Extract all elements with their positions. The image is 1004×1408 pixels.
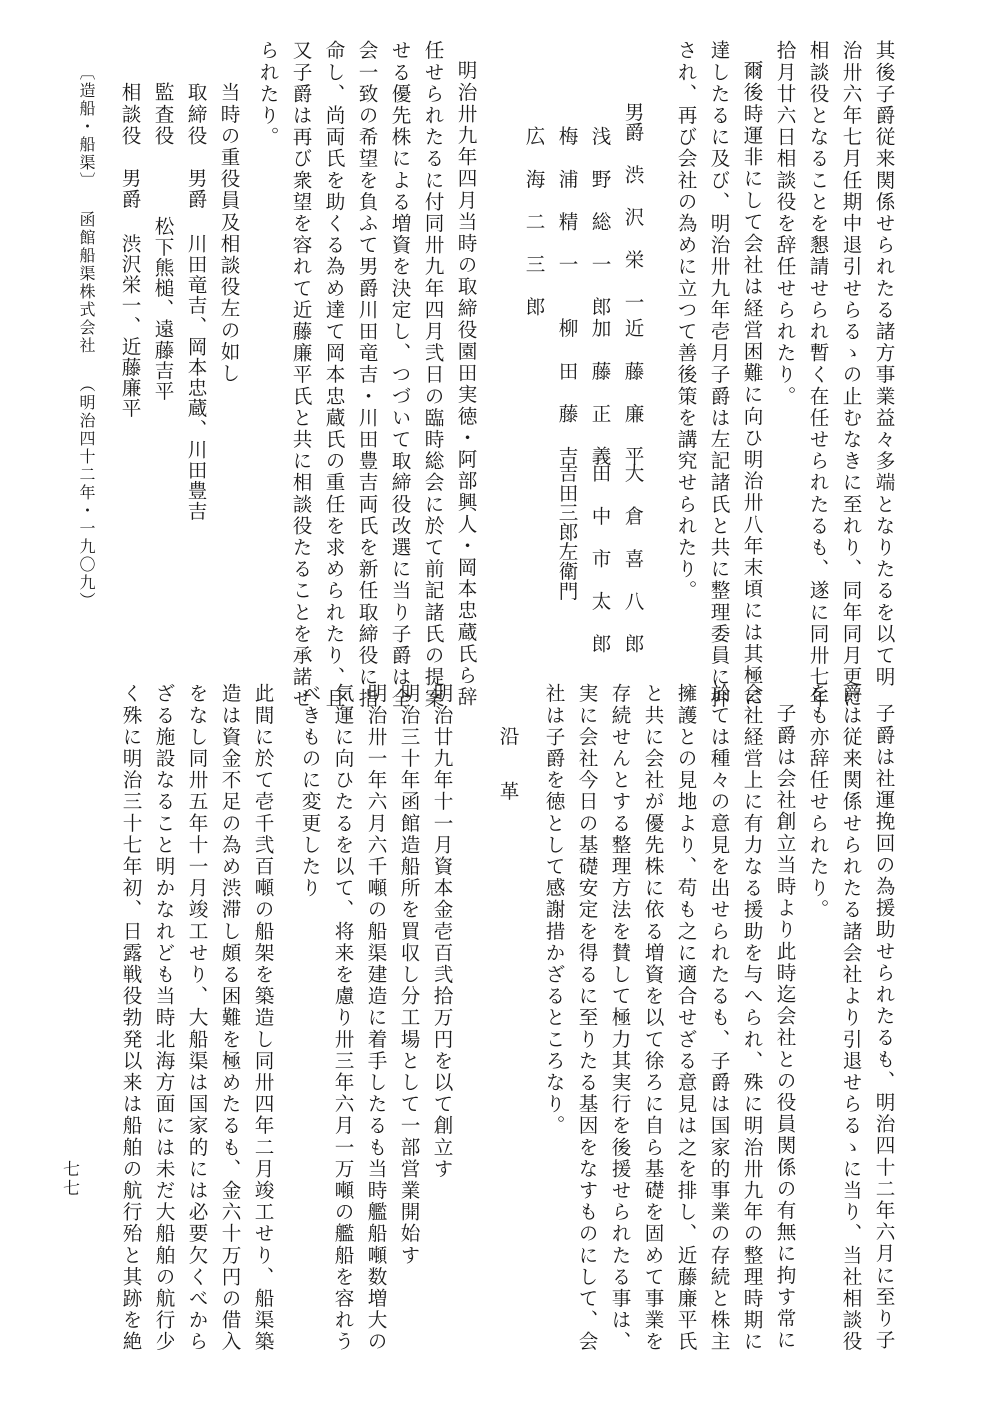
text-column: 気運に向ひたるを以て、将来を慮り卅三年六月一万噸の艦船を容れう bbox=[331, 683, 354, 1353]
text-column: と共に会社が優先株に依る増資を以て徐ろに自ら基礎を固めて事業を bbox=[641, 683, 664, 1353]
text-column: 此間に於て壱千弐百噸の船架を築造し同卅四年二月竣工せり、船渠築 bbox=[251, 683, 274, 1353]
text-column: べきものに変更したり bbox=[298, 683, 321, 899]
committee-name: 大 倉 喜 八 郎 bbox=[621, 463, 644, 653]
text-column: 子爵は社運挽回の為援助せられたるも、明治四十二年六月に至り子 bbox=[872, 703, 895, 1351]
text-column: をも亦辞任せられたり。 bbox=[806, 683, 829, 921]
text-column: 達したるに及び、明治卅九年壱月子爵は左記諸氏と共に整理委員に押 bbox=[707, 40, 730, 710]
text-column: をなし同卅五年十一月竣工せり、大船渠は国家的には必要欠くべから bbox=[185, 683, 208, 1353]
text-column: 爾後時運非にして会社は経営困難に向ひ明治卅八年末頃には其極に bbox=[740, 60, 763, 708]
text-column: 会社経営上に有力なる援助を与へられ、殊に明治卅九年の整理時期に bbox=[740, 683, 763, 1353]
text-column: 造は資金不足の為め渋滞し頗る困難を極めたるも、金六十万円の借入 bbox=[218, 683, 241, 1353]
page-number: 七七 bbox=[59, 1160, 79, 1198]
committee-name: 吉田三郎左衛門 bbox=[555, 463, 578, 601]
text-column: 明治廿九年十一月資本金壱百弐拾万円を以て創立す bbox=[430, 683, 453, 1180]
committee-name: 柳 田 藤 吉 bbox=[555, 318, 578, 466]
text-column: く殊に明治三十七年初、日露戦役勃発以来は船舶の航行殆と其跡を絶 bbox=[119, 683, 142, 1353]
committee-name: 近 藤 廉 平 bbox=[621, 318, 644, 466]
officer-names: 男爵 渋沢栄一、近藤廉平 bbox=[118, 168, 141, 419]
text-column: され、再び会社の為めに立つて善後策を講究せられたり。 bbox=[674, 40, 697, 602]
text-column: 実に会社今日の基礎安定を得るに至りたる基因をなすものにして、会 bbox=[575, 683, 598, 1353]
committee-name: 男爵 渋 沢 栄 一 bbox=[621, 102, 644, 312]
officer-names: 松下熊槌、遠藤吉平 bbox=[151, 216, 174, 402]
text-column: 明治三十年函館造船所を買収し分工場として一部営業開始す bbox=[397, 683, 420, 1267]
text-column: 其後子爵従来関係せられたる諸方事業益々多端となりたるを以て明 bbox=[872, 40, 895, 688]
text-column: 明治卅九年四月当時の取締役園田実徳・阿部興人・岡本忠蔵氏ら辞 bbox=[454, 60, 477, 708]
officers-heading: 当時の重役員及相談役左の如し bbox=[217, 82, 240, 385]
committee-name: 浅 野 総 一 郎 bbox=[588, 126, 611, 316]
committee-name: 田 中 市 太 郎 bbox=[588, 463, 611, 653]
text-column: 会一致の希望を負ふて男爵川田竜吉・川田豊吉両氏を新任取締役に指 bbox=[355, 40, 378, 710]
committee-name: 加 藤 正 義 bbox=[588, 318, 611, 466]
text-column: 社は子爵を徳として感謝措かざるところなり。 bbox=[542, 683, 565, 1137]
text-column: 存続せんとする整理方法を賛して極力其実行を後援せられたる事は、 bbox=[608, 683, 631, 1353]
text-column: 拾月廿六日相談役を辞任せられたり。 bbox=[773, 40, 796, 408]
officer-role: 相談役 bbox=[118, 82, 141, 147]
officer-role: 監査役 bbox=[151, 82, 174, 147]
text-column: 相談役となることを懇請せられ暫く在任せられたるも、遂に同卅七年 bbox=[806, 40, 829, 710]
text-column: 於ては種々の意見を出せられたるも、子爵は国家的事業の存続と株主 bbox=[707, 683, 730, 1353]
committee-name: 広 海 二 三 郎 bbox=[522, 126, 545, 316]
text-column: 任せられたるに付同卅九年四月弐日の臨時総会に於て前記諸氏の提案 bbox=[421, 40, 444, 710]
text-column: せる優先株による増資を決定し、つづいて取締役改選に当り子爵は全 bbox=[388, 40, 411, 710]
text-column: 明治卅一年六月六千噸の船渠建造に着手したるも当時艦船噸数増大の bbox=[364, 683, 387, 1353]
source-caption: 〔造船・船渠〕 函館船渠株式会社 （明治四十二年・一九〇九） bbox=[77, 64, 96, 610]
text-column: 爵は従来関係せられたる諸会社より引退せらるゝに当り、当社相談役 bbox=[839, 683, 862, 1353]
officer-names: 男爵 川田竜吉、岡本忠蔵、川田豊吉 bbox=[184, 168, 207, 522]
text-column: 命し、尚両氏を助くる為め達て岡本忠蔵氏の重任を求められたり、且 bbox=[322, 40, 345, 710]
section-title: 沿 革 bbox=[496, 726, 519, 807]
text-column: 又子爵は再び衆望を容れて近藤廉平氏と共に相談役たることを承諾せ bbox=[289, 40, 312, 710]
text-column: 治卅六年七月任期中退引せらるゝの止むなきに至れり、同年同月更に bbox=[839, 40, 862, 710]
text-column: 子爵は会社創立当時より此時迄会社との役員関係の有無に拘す常に bbox=[773, 703, 796, 1351]
text-column: ざる施設なること明かなれども当時北海方面には未だ大船舶の航行少 bbox=[152, 683, 175, 1353]
text-column: られたり。 bbox=[256, 40, 279, 148]
committee-name: 梅 浦 精 一 bbox=[555, 126, 578, 274]
officer-role: 取締役 bbox=[184, 82, 207, 147]
text-column: 擁護との見地より、苟も之に適合せざる意見は之を排し、近藤廉平氏 bbox=[674, 683, 697, 1353]
